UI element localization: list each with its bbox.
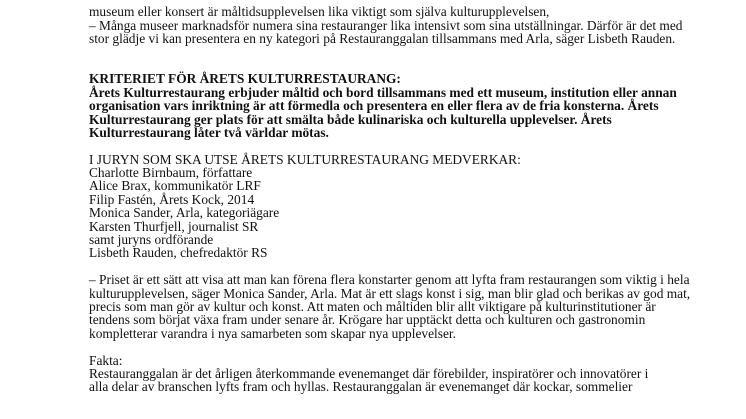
press-release-page [89, 0, 691, 395]
criteria-line: Kulturrestaurang låter två världar mötas. [89, 124, 329, 140]
intro-section [89, 0, 683, 47]
criteria-line: Årets Kulturrestaurang erbjuder måltid och bord tillsammans med ett museum, institution eller annan [89, 84, 677, 100]
quote-line: – Priset är ett sätt att visa att man kan förena flera konstarter genom att lyfta fram restaurangen som viktig i hela [89, 272, 690, 288]
jury-member: Lisbeth Rauden, chefredaktör RS [89, 245, 268, 261]
intro-line: stor glädje vi kan presentera en ny kategori på Restauranggalan tillsammans med Arla, säger Lisbeth Rauden. [89, 31, 676, 47]
criteria-line: Kulturrestaurang ger plats för att smälta både kulinariska och kulturella upplevelser. Årets [89, 111, 612, 127]
criteria-line: organisation vars inriktning är att förmedla och presentera en eller flera av de fria konsterna. Årets [89, 98, 659, 114]
criteria-section [89, 71, 677, 140]
jury-heading: I JURYN SOM SKA UTSE ÅRETS KULTURRESTAURANG MEDVERKAR: [89, 151, 521, 167]
jury-member: samt juryns ordförande [89, 232, 214, 248]
jury-member: Alice Brax, kommunikatör LRF [89, 178, 261, 194]
jury-section [89, 153, 669, 260]
spacer [89, 340, 669, 353]
jury-member: Karsten Thurfjell, journalist SR [89, 218, 259, 234]
quote-line: tendens som börjat växa fram under senare år. Krögare har upptäckt detta och kulturen och gastronomin [89, 312, 646, 328]
criteria-heading: KRITERIET FÖR ÅRETS KULTURRESTAURANG: [89, 71, 401, 87]
facts-heading: Fakta: [89, 352, 123, 368]
jury-member: Charlotte Birnbaum, författare [89, 165, 253, 181]
spacer [89, 139, 669, 152]
facts-line: alla delar av branschen lyfts fram och hyllas. Restauranggalan är evenemanget där kockar, sommelier [89, 379, 633, 395]
spacer [89, 46, 669, 73]
jury-member: Monica Sander, Arla, kategoriägare [89, 205, 280, 221]
intro-line: museum eller konsert är måltidsupplevelsen lika viktigt som själva kulturupplevelsen, [89, 4, 550, 20]
quote-section [89, 272, 691, 341]
intro-line: – Många museer marknadsför numera sina restauranger lika intensivt som sina utställningar. Därför är det med [89, 17, 683, 33]
quote-line: kulturupplevelsen, säger Monica Sander, Arla. Mat är ett slags konst i sig, man blir glad och berikas av god mat, [89, 285, 691, 301]
spacer [89, 260, 669, 273]
facts-line: Restauranggalan är det årligen återkommande evenemanget där förebilder, inspiratörer och innovatörer i [89, 365, 649, 381]
jury-member: Filip Fastén, Årets Kock, 2014 [89, 191, 255, 207]
facts-section [89, 354, 669, 394]
quote-line: kompletterar varandra i nya samarbeten som skapar nya upplevelser. [89, 325, 456, 341]
quote-line: precis som man gör av kultur och konst. Att maten och måltiden blir allt viktigare på kulturinstitutioner är [89, 299, 656, 314]
